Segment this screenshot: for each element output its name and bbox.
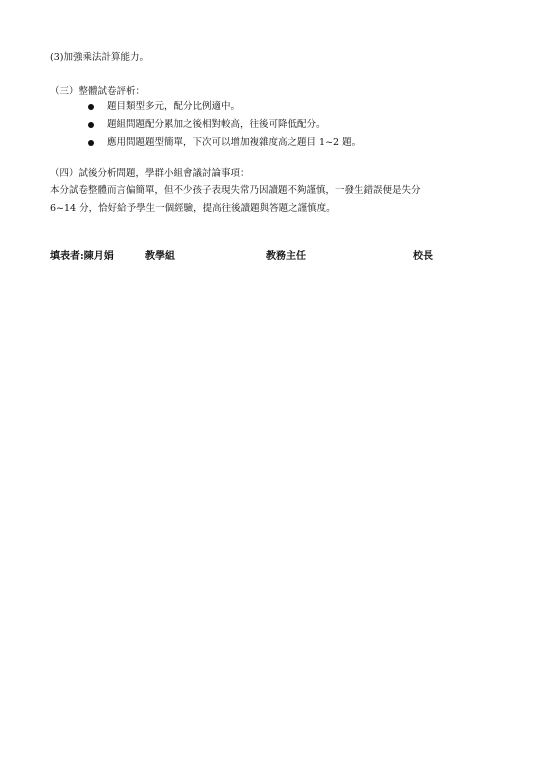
bullet-icon [88, 104, 94, 110]
bullet-icon [88, 122, 94, 128]
bullet-item-3: 應用問題題型簡單，下次可以增加複雜度高之題目 1~2 題。 [107, 137, 362, 148]
bullet-icon [88, 140, 94, 146]
signature-principal: 校長 [413, 251, 433, 262]
signature-filler: 填表者:陳月娟 [50, 251, 114, 262]
signature-teaching-section: 教學組 [145, 251, 175, 262]
section-4-body-line-2: 6~14 分，恰好給予學生一個經驗，提高往後讀題與答題之謹慎度。 [50, 203, 336, 214]
section-4-title: （四）試後分析問題，學群小組會議討論事項： [50, 168, 250, 179]
bullet-item-2: 題組問題配分累加之後相對較高，往後可降低配分。 [107, 119, 326, 130]
signature-academic-director: 教務主任 [266, 251, 306, 262]
item-3-text: (3)加強乘法計算能力。 [50, 52, 149, 63]
bullet-item-1: 題目類型多元，配分比例適中。 [107, 101, 241, 112]
section-3-title: （三）整體試卷評析： [50, 86, 146, 97]
section-4-body-line-1: 本分試卷整體而言偏簡單，但不少孩子表現失常乃因讀題不夠謹慎，一發生錯誤便是失分 [50, 185, 421, 196]
